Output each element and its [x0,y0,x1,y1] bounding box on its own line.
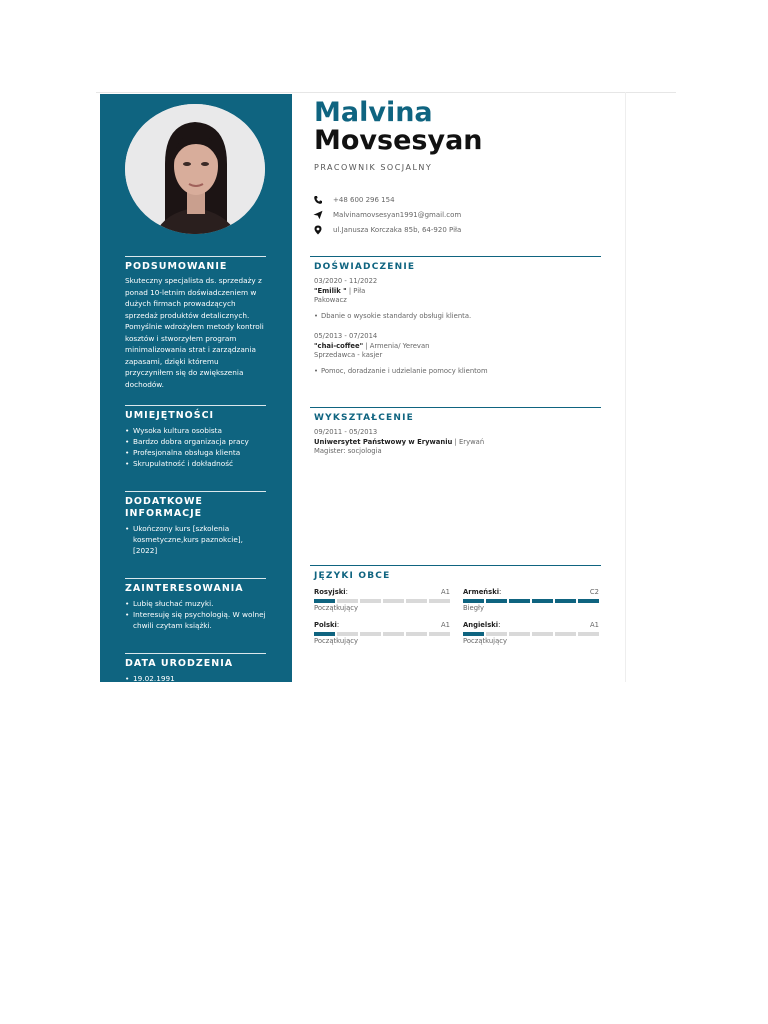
experience-section [310,256,601,376]
education-title: WYKSZTAŁCENIE [314,413,414,423]
level-segment-empty [509,632,530,636]
employer-name: "chai-coffee" [314,341,364,350]
experience-role: Pakowacz [314,296,347,304]
education-section [310,407,601,457]
email-text: Malvinamovsesyan1991@gmail.com [333,211,462,219]
employer-name: "Emilik " [314,286,347,295]
list-item: • Bardzo dobra organizacja pracy [125,436,266,447]
experience-role: Sprzedawca - kasjer [314,351,383,359]
level-segment-filled [578,599,599,603]
summary-section [125,256,266,390]
list-item: • 19.02.1991 [125,673,266,682]
level-segment-empty [486,632,507,636]
level-segment-empty [383,632,404,636]
interests-section [125,578,266,631]
additional-info-title-line1: DODATKOWE [125,496,203,507]
list-item: • Profesjonalna obsługa klienta [125,447,266,458]
level-segment-empty [360,632,381,636]
education-entry [310,428,601,457]
level-segment-filled [509,599,530,603]
level-segment-filled [463,632,484,636]
language-level-desc: Początkujący [463,637,507,645]
experience-dates: 05/2013 - 07/2014 [314,332,378,340]
list-item: • Skrupulatność i dokładność [125,458,266,469]
language-colon: : [336,621,340,629]
languages-title: JĘZYKI OBCE [314,571,391,581]
level-segment-empty [337,599,358,603]
page-top-border [96,92,676,93]
school-location: | Erywań [452,437,485,446]
level-segment-empty [406,599,427,603]
contact-phone [312,195,395,205]
list-item: • Wysoka kultura osobista [125,425,266,436]
page-right-border [625,92,626,682]
level-segment-filled [314,599,335,603]
experience-dates: 03/2020 - 11/2022 [314,277,378,285]
birth-date-section [125,653,266,682]
language-colon: : [345,588,348,596]
language-level-desc: Początkujący [314,604,358,612]
address-text: ul.Janusza Korczaka 85b, 64-920 Piła [333,226,462,234]
experience-entry-1 [310,277,601,321]
language-level: A1 [441,621,450,629]
contact-email [312,210,461,220]
birth-date-title: DATA URODZENIA [125,658,234,669]
list-item: • Lubię słuchać muzyki. [125,598,266,609]
language-item [314,588,450,613]
level-segment-empty [429,599,450,603]
phone-icon [312,195,324,205]
skills-list [125,425,266,469]
level-segment-empty [406,632,427,636]
location-pin-icon [312,225,324,235]
last-name: Movsesyan [314,125,483,156]
level-segment-empty [555,632,576,636]
birth-date-list [125,673,266,682]
experience-bullet: • Dbanie o wysokie standardy obsługi klienta. [314,312,601,322]
level-segment-filled [486,599,507,603]
employer-location: | Piła [346,286,366,295]
job-title: PRACOWNIK SOCJALNY [314,163,433,172]
education-dates: 09/2011 - 05/2013 [314,428,378,436]
language-item [463,588,599,613]
experience-employer [314,287,601,297]
languages-section [310,565,601,682]
language-name: Armeński [463,588,500,596]
level-segment-filled [463,599,484,603]
experience-entry-2 [310,332,601,376]
language-colon: : [498,621,501,629]
language-level-bar [463,599,599,603]
level-segment-empty [578,632,599,636]
main-content [292,94,625,682]
language-level: A1 [590,621,599,629]
additional-info-title-line2: INFORMACJE [125,508,203,519]
level-segment-filled [314,632,335,636]
language-name: Angielski [463,621,499,629]
language-colon: : [499,588,502,596]
language-level-bar [463,632,599,636]
school-name: Uniwersytet Państwowy w Erywaniu [314,437,453,446]
additional-info-section [125,491,266,556]
language-level-bar [314,632,450,636]
level-segment-empty [383,599,404,603]
language-item [314,621,450,646]
profile-photo [125,104,265,234]
language-item [463,621,599,646]
language-level-bar [314,599,450,603]
language-level-desc: Biegły [463,604,485,612]
interests-title: ZAINTERESOWANIA [125,583,244,594]
experience-bullet: • Pomoc, doradzanie i udzielanie pomocy klientom [314,367,601,377]
education-school [314,438,601,448]
employer-location: | Armenia/ Yerevan [363,341,430,350]
summary-title: PODSUMOWANIE [125,261,228,272]
level-segment-filled [532,599,553,603]
interests-list [125,598,266,631]
summary-text: Skuteczny specjalista ds. sprzedaży z ponad 10-letnim doświadczeniem w dużych firmach prowadzących sprzedaż produktów detalicznych. Pomyślnie wdrożyłem metody kontroli kosztów i stworzyłem program minimalizowania strat i zarządzania zapasami, dzięki któremu przyczyniłem się do zwiększenia dochodów. [125,276,264,389]
experience-employer [314,342,601,352]
cv-document [100,94,625,682]
language-level: A1 [441,588,450,596]
list-item: • Ukończony kurs [szkolenia kosmetyczne,kurs paznokcie], [2022] [125,523,266,556]
sidebar [100,94,292,682]
level-segment-filled [555,599,576,603]
skills-title: UMIEJĘTNOŚCI [125,410,215,421]
list-item: • Interesuję się psychologią. W wolnej chwili czytam książki. [125,609,266,631]
additional-info-list [125,523,266,556]
skills-section [125,405,266,469]
education-degree: Magister: socjologia [314,447,382,455]
level-segment-empty [337,632,358,636]
level-segment-empty [532,632,553,636]
language-name: Polski [314,621,337,629]
level-segment-empty [360,599,381,603]
level-segment-empty [429,632,450,636]
experience-title: DOŚWIADCZENIE [314,262,416,272]
first-name: Malvina [314,97,433,128]
language-name: Rosyjski [314,588,346,596]
language-level-desc: Początkujący [314,637,358,645]
phone-text: +48 600 296 154 [333,196,395,204]
contact-address [312,225,461,235]
language-level: C2 [589,588,599,596]
send-icon [312,210,324,220]
